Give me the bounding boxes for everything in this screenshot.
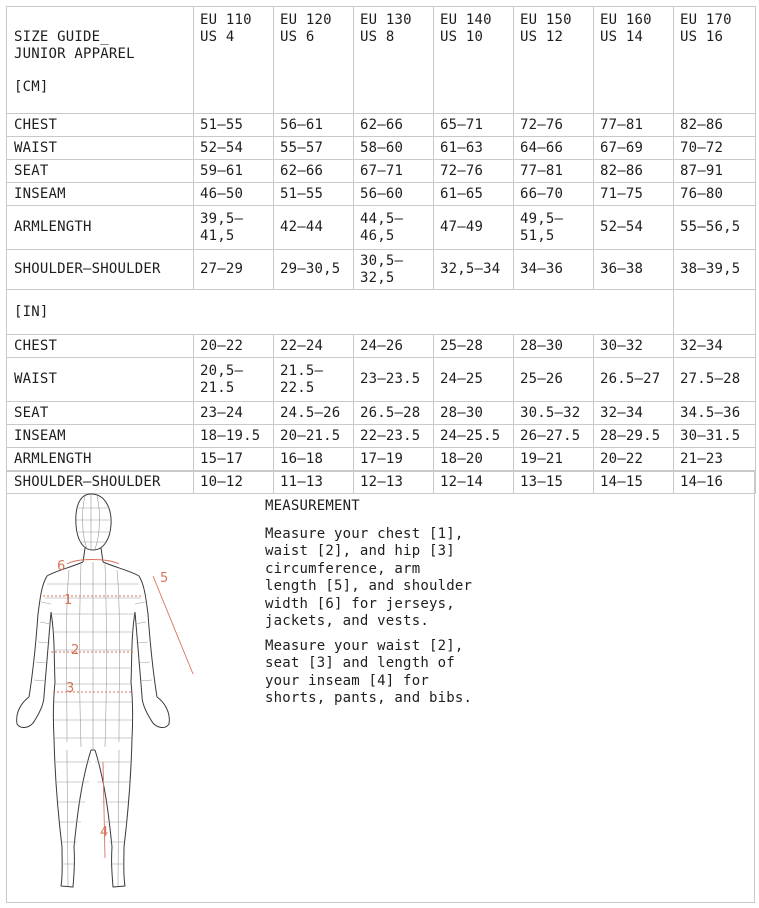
table-row (7, 160, 756, 183)
table-cell: 28–30 (434, 402, 514, 425)
table-cell: 32,5–34 (434, 250, 514, 290)
measurement-section (6, 471, 755, 903)
marker-6: 6 (57, 559, 66, 574)
table-cell: 28–30 (514, 335, 594, 358)
table-cell: 22–23.5 (354, 425, 434, 448)
marker-5: 5 (160, 571, 169, 586)
table-cell: 52–54 (594, 206, 674, 250)
table-cell: 55–56,5 (674, 206, 756, 250)
measurement-label: WAIST (7, 358, 194, 402)
table-cell: 49,5– 51,5 (514, 206, 594, 250)
table-row (7, 448, 756, 471)
table-cell: 24–25 (434, 358, 514, 402)
table-title: SIZE GUIDE_ JUNIOR APPAREL (14, 29, 135, 62)
table-cell: 20–21.5 (274, 425, 354, 448)
table-row (7, 335, 756, 358)
table-cell: 77–81 (514, 160, 594, 183)
unit-row-empty-cell (674, 290, 756, 335)
table-cell: 30–32 (594, 335, 674, 358)
unit-label-in: [IN] (7, 290, 674, 335)
table-cell: 24.5–26 (274, 402, 354, 425)
table-cell: 24–25.5 (434, 425, 514, 448)
marker-2: 2 (71, 643, 80, 658)
table-cell: 82–86 (594, 160, 674, 183)
size-eu-label: EU 130 (360, 12, 412, 28)
measurement-label: ARMLENGTH (7, 206, 194, 250)
table-cell: 44,5– 46,5 (354, 206, 434, 250)
table-cell: 15–17 (194, 448, 274, 471)
size-header-cell (354, 7, 434, 114)
table-cell: 18–19.5 (194, 425, 274, 448)
measurement-label: SHOULDER–SHOULDER (7, 250, 194, 290)
table-cell: 46–50 (194, 183, 274, 206)
table-cell: 11–13 (274, 471, 354, 494)
table-cell: 71–75 (594, 183, 674, 206)
measurement-paragraph-bottoms: Measure your waist [2], seat [3] and length of your inseam [4] for shorts, pants, and bibs. (265, 637, 473, 706)
table-cell: 67–69 (594, 137, 674, 160)
table-cell: 18–20 (434, 448, 514, 471)
size-eu-label: EU 160 (600, 12, 652, 28)
measurement-instructions (265, 498, 525, 715)
table-cell: 20,5– 21.5 (194, 358, 274, 402)
table-cell: 67–71 (354, 160, 434, 183)
table-cell: 61–63 (434, 137, 514, 160)
table-row (7, 250, 756, 290)
table-cell: 30–31.5 (674, 425, 756, 448)
size-table (6, 6, 756, 494)
table-cell: 32–34 (674, 335, 756, 358)
size-eu-label: EU 120 (280, 12, 332, 28)
size-us-label: US 8 (360, 29, 395, 45)
table-cell: 27–29 (194, 250, 274, 290)
table-cell: 56–61 (274, 114, 354, 137)
table-cell: 39,5– 41,5 (194, 206, 274, 250)
table-title-cell (7, 7, 194, 114)
size-us-label: US 16 (680, 29, 724, 45)
table-cell: 12–13 (354, 471, 434, 494)
table-cell: 52–54 (194, 137, 274, 160)
table-cell: 19–21 (514, 448, 594, 471)
body-figure (7, 492, 227, 897)
measurement-label: ARMLENGTH (7, 448, 194, 471)
table-cell: 56–60 (354, 183, 434, 206)
body-figure-illustration (7, 492, 227, 897)
table-cell: 29–30,5 (274, 250, 354, 290)
table-cell: 59–61 (194, 160, 274, 183)
table-cell: 47–49 (434, 206, 514, 250)
size-header-cell (194, 7, 274, 114)
measurement-label: INSEAM (7, 425, 194, 448)
size-eu-label: EU 110 (200, 12, 252, 28)
table-cell: 20–22 (594, 448, 674, 471)
size-header-cell (274, 7, 354, 114)
measurement-label: INSEAM (7, 183, 194, 206)
measurement-label: SEAT (7, 160, 194, 183)
table-cell: 23–24 (194, 402, 274, 425)
table-cell: 65–71 (434, 114, 514, 137)
size-header-cell (434, 7, 514, 114)
marker-1: 1 (64, 593, 73, 608)
table-cell: 62–66 (274, 160, 354, 183)
table-row (7, 114, 756, 137)
table-cell: 16–18 (274, 448, 354, 471)
size-eu-label: EU 150 (520, 12, 572, 28)
table-cell: 14–15 (594, 471, 674, 494)
table-row (7, 183, 756, 206)
table-cell: 17–19 (354, 448, 434, 471)
marker-4: 4 (100, 825, 109, 840)
table-cell: 51–55 (274, 183, 354, 206)
table-cell: 72–76 (514, 114, 594, 137)
unit-row-in (7, 290, 756, 335)
table-cell: 22–24 (274, 335, 354, 358)
table-cell: 36–38 (594, 250, 674, 290)
table-cell: 26.5–28 (354, 402, 434, 425)
table-cell: 26.5–27 (594, 358, 674, 402)
size-eu-label: EU 140 (440, 12, 492, 28)
table-cell: 10–12 (194, 471, 274, 494)
size-us-label: US 14 (600, 29, 644, 45)
measurement-label: SEAT (7, 402, 194, 425)
table-cell: 30.5–32 (514, 402, 594, 425)
table-cell: 12–14 (434, 471, 514, 494)
table-cell: 34–36 (514, 250, 594, 290)
table-cell: 51–55 (194, 114, 274, 137)
table-cell: 24–26 (354, 335, 434, 358)
table-cell: 27.5–28 (674, 358, 756, 402)
table-cell: 76–80 (674, 183, 756, 206)
table-cell: 70–72 (674, 137, 756, 160)
table-cell: 66–70 (514, 183, 594, 206)
table-row (7, 425, 756, 448)
size-header-cell (674, 7, 756, 114)
table-cell: 14–16 (674, 471, 756, 494)
table-cell: 23–23.5 (354, 358, 434, 402)
unit-label-cm: [CM] (14, 79, 49, 95)
table-cell: 25–28 (434, 335, 514, 358)
table-cell: 82–86 (674, 114, 756, 137)
size-header-cell (514, 7, 594, 114)
table-cell: 34.5–36 (674, 402, 756, 425)
table-cell: 21.5– 22.5 (274, 358, 354, 402)
measurement-title: MEASUREMENT (265, 498, 360, 514)
table-row (7, 402, 756, 425)
table-cell: 26–27.5 (514, 425, 594, 448)
table-row (7, 206, 756, 250)
size-us-label: US 6 (280, 29, 315, 45)
size-us-label: US 12 (520, 29, 564, 45)
table-cell: 42–44 (274, 206, 354, 250)
table-cell: 77–81 (594, 114, 674, 137)
measurement-label: WAIST (7, 137, 194, 160)
table-cell: 62–66 (354, 114, 434, 137)
table-cell: 38–39,5 (674, 250, 756, 290)
size-us-label: US 10 (440, 29, 484, 45)
table-cell: 32–34 (594, 402, 674, 425)
marker-3: 3 (66, 681, 75, 696)
measurement-label: CHEST (7, 335, 194, 358)
measurement-label: SHOULDER–SHOULDER (7, 471, 194, 494)
table-cell: 87–91 (674, 160, 756, 183)
table-cell: 72–76 (434, 160, 514, 183)
table-cell: 28–29.5 (594, 425, 674, 448)
table-cell: 64–66 (514, 137, 594, 160)
table-cell: 25–26 (514, 358, 594, 402)
table-cell: 20–22 (194, 335, 274, 358)
table-row (7, 358, 756, 402)
table-cell: 21–23 (674, 448, 756, 471)
table-cell: 30,5– 32,5 (354, 250, 434, 290)
table-cell: 55–57 (274, 137, 354, 160)
table-cell: 61–65 (434, 183, 514, 206)
table-cell: 58–60 (354, 137, 434, 160)
table-header-row (7, 7, 756, 114)
table-row (7, 137, 756, 160)
measurement-label: CHEST (7, 114, 194, 137)
size-us-label: US 4 (200, 29, 235, 45)
table-cell: 13–15 (514, 471, 594, 494)
size-eu-label: EU 170 (680, 12, 732, 28)
size-header-cell (594, 7, 674, 114)
measurement-paragraph-tops: Measure your chest [1], waist [2], and hip [3] circumference, arm length [5], and shoulder width [6] for jerseys, jackets, and vests. (265, 525, 473, 629)
